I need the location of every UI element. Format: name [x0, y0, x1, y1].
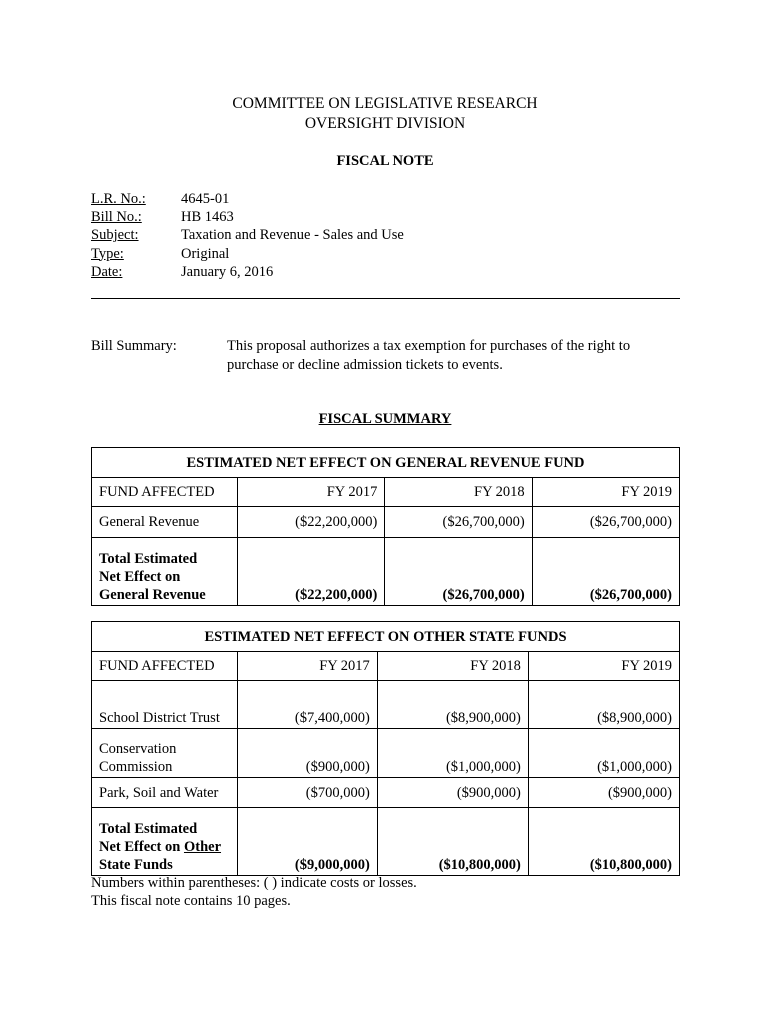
meta-value: HB 1463: [181, 209, 234, 226]
meta-row-lr-no: [91, 190, 404, 208]
meta-label: Bill No.:: [91, 209, 142, 226]
meta-row-subject: [91, 226, 404, 244]
meta-row-date: [91, 263, 404, 281]
fy2017-value: ($700,000): [238, 778, 378, 808]
committee-title: COMMITTEE ON LEGISLATIVE RESEARCH: [232, 95, 538, 112]
total-row: [92, 808, 680, 876]
fund-name-line: Conservation: [99, 741, 177, 757]
fund-name: School District Trust: [92, 681, 238, 729]
column-header: FY 2019: [528, 652, 679, 681]
other-state-funds-table: [91, 621, 680, 876]
fy2018-value: ($1,000,000): [377, 729, 528, 778]
total-label-line: State Funds: [99, 857, 173, 873]
column-header: FUND AFFECTED: [92, 478, 238, 507]
total-fy2017: ($22,200,000): [238, 538, 385, 606]
fy2017-value: ($900,000): [238, 729, 378, 778]
column-header: FY 2018: [377, 652, 528, 681]
meta-label: Subject:: [91, 227, 139, 244]
table-header-row: [92, 652, 680, 681]
total-label-line: General Revenue: [99, 587, 206, 603]
meta-row-type: [91, 245, 404, 263]
fy2019-value: ($1,000,000): [528, 729, 679, 778]
fund-name: General Revenue: [92, 507, 238, 538]
total-label: [92, 808, 238, 876]
total-label-line: Total Estimated: [99, 551, 198, 567]
total-fy2017: ($9,000,000): [238, 808, 378, 876]
fy2018-value: ($8,900,000): [377, 681, 528, 729]
fy2017-value: ($22,200,000): [238, 507, 385, 538]
total-label-part: Net Effect on: [99, 839, 184, 855]
fy2019-value: ($26,700,000): [532, 507, 679, 538]
column-header: FY 2017: [238, 652, 378, 681]
table-row: [92, 778, 680, 808]
total-fy2018: ($10,800,000): [377, 808, 528, 876]
fy2018-value: ($900,000): [377, 778, 528, 808]
table-row: [92, 681, 680, 729]
total-label-line: Net Effect on: [99, 569, 181, 585]
fy2017-value: ($7,400,000): [238, 681, 378, 729]
table-title: ESTIMATED NET EFFECT ON GENERAL REVENUE FUND: [92, 448, 680, 478]
bill-summary: [91, 337, 681, 374]
table-row: [92, 507, 680, 538]
fy2019-value: ($900,000): [528, 778, 679, 808]
total-row: [92, 538, 680, 606]
total-label-line: Total Estimated: [99, 821, 198, 837]
general-revenue-table: [91, 447, 680, 606]
document-type: FISCAL NOTE: [336, 153, 434, 169]
meta-label: Date:: [91, 263, 123, 280]
table-header-row: [92, 478, 680, 507]
table-title: ESTIMATED NET EFFECT ON OTHER STATE FUNDS: [92, 622, 680, 652]
division-title: OVERSIGHT DIVISION: [304, 115, 466, 132]
footnotes: [91, 874, 417, 910]
total-fy2018: ($26,700,000): [385, 538, 532, 606]
bill-metadata: [91, 190, 404, 281]
meta-value: Original: [181, 245, 230, 262]
column-header: FY 2019: [532, 478, 679, 507]
table-title-row: [92, 622, 680, 652]
meta-row-bill-no: [91, 208, 404, 226]
total-label-line: [99, 838, 230, 856]
total-fy2019: ($10,800,000): [528, 808, 679, 876]
fund-name-line: Commission: [99, 759, 173, 775]
total-fy2019: ($26,700,000): [532, 538, 679, 606]
footnote-pages: This fiscal note contains 10 pages.: [91, 893, 291, 909]
fy2018-value: ($26,700,000): [385, 507, 532, 538]
horizontal-divider: [91, 298, 680, 299]
fund-name: Park, Soil and Water: [92, 778, 238, 808]
fund-name: [92, 729, 238, 778]
column-header: FUND AFFECTED: [92, 652, 238, 681]
table-row: [92, 729, 680, 778]
fy2019-value: ($8,900,000): [528, 681, 679, 729]
bill-summary-text: This proposal authorizes a tax exemption for purchases of the right to purchase or decline admission tickets to events.: [227, 338, 631, 373]
meta-value: Taxation and Revenue - Sales and Use: [181, 227, 404, 244]
meta-value: January 6, 2016: [181, 263, 274, 280]
total-label-underlined: Other: [183, 839, 222, 855]
meta-value: 4645-01: [181, 191, 230, 207]
fiscal-summary-title: FISCAL SUMMARY: [318, 411, 452, 427]
column-header: FY 2017: [238, 478, 385, 507]
total-label: [92, 538, 238, 606]
column-header: FY 2018: [385, 478, 532, 507]
meta-label: Type:: [91, 245, 124, 262]
bill-summary-label: Bill Summary:: [91, 338, 177, 354]
footnote-costs: Numbers within parentheses: ( ) indicate costs or losses.: [91, 875, 417, 891]
meta-label: L.R. No.:: [91, 191, 146, 207]
table-title-row: [92, 448, 680, 478]
